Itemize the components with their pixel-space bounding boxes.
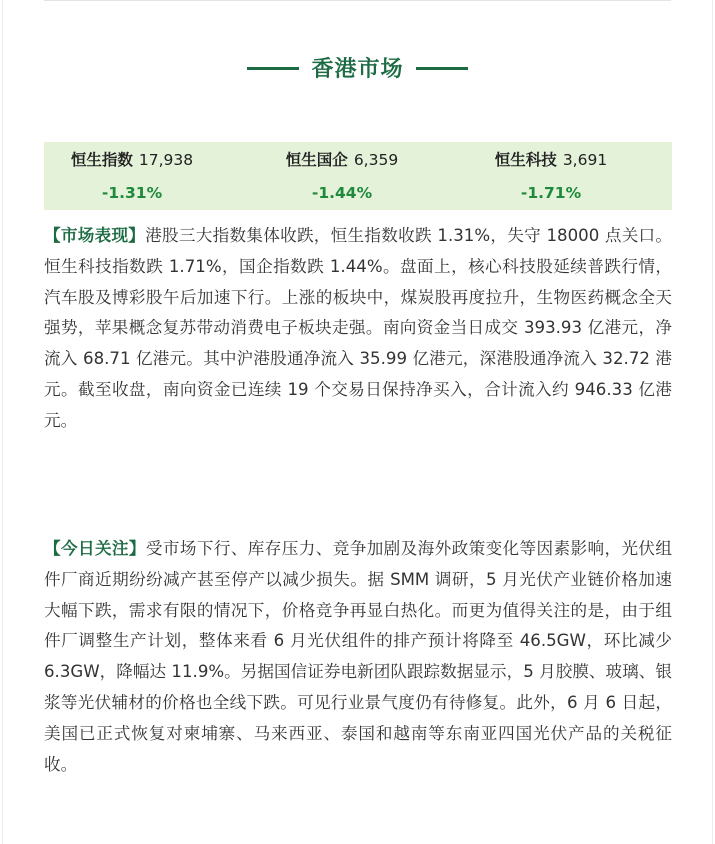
index-name: 恒生指数 xyxy=(70,151,133,169)
index-name: 恒生国企 xyxy=(285,151,348,169)
index-value: 3,691 xyxy=(562,151,608,169)
today-focus-text: 受市场下行、库存压力、竞争加剧及海外政策变化等因素影响，光伏组件厂商近期纷纷减产甚至停产以减少损失。据 SMM 调研，5 月光伏产业链价格加速大幅下跌，需求有限的情况下，价格竞争再显白热化。而更为值得关注的是，由于组件厂调整生产计划，整体来看 6 月光伏组件的排产预计将降至 46.5GW，环比减少 6.3GW，降幅达 11.9%。另据国信证券电新团队跟踪数据显示，5 月胶膜、玻璃、银浆等光伏辅材的价格也全线下跌。可见行业景气度仍有待修复。此外，6 月 6 日起，美国已正式恢复对柬埔寨、马来西亚、泰国和越南等东南亚四国光伏产品的关税征收。 xyxy=(44,539,673,774)
index-hstech xyxy=(461,142,641,210)
right-border xyxy=(712,0,713,844)
index-summary-box xyxy=(44,142,672,210)
left-border xyxy=(2,0,3,844)
index-value: 17,938 xyxy=(138,151,194,169)
market-performance-paragraph xyxy=(44,221,672,437)
market-performance-text: 港股三大指数集体收跌，恒生指数收跌 1.31%，失守 18000 点关口。恒生科技指数跌 1.71%，国企指数跌 1.44%。盘面上，核心科技股延续普跌行情，汽车股及博彩股午后加速下行。上涨的板块中，煤炭股再度拉升，生物医药概念全天强势，苹果概念复苏带动消费电子板块走强。南向资金当日成交 393.93 亿港元，净流入 68.71 亿港元。其中沪港股通净流入 35.99 亿港元，深港股通净流入 32.72 港元。截至收盘，南向资金已连续 19 个交易日保持净买入，合计流入约 946.33 亿港元。 xyxy=(44,226,673,430)
index-name: 恒生科技 xyxy=(494,151,557,169)
index-change: -1.31% xyxy=(101,184,163,202)
title-dash-left xyxy=(247,67,299,70)
index-hsi xyxy=(42,142,222,210)
today-focus-paragraph xyxy=(44,534,672,780)
section-title: 香港市场 xyxy=(311,57,404,82)
index-change: -1.71% xyxy=(520,184,582,202)
index-hscei xyxy=(252,142,432,210)
market-performance-tag: 【市场表现】 xyxy=(44,226,146,245)
index-change: -1.44% xyxy=(311,184,373,202)
section-header xyxy=(0,50,715,90)
today-focus-tag: 【今日关注】 xyxy=(44,539,146,558)
top-divider xyxy=(44,0,671,1)
title-dash-right xyxy=(416,67,468,70)
index-value: 6,359 xyxy=(353,151,399,169)
